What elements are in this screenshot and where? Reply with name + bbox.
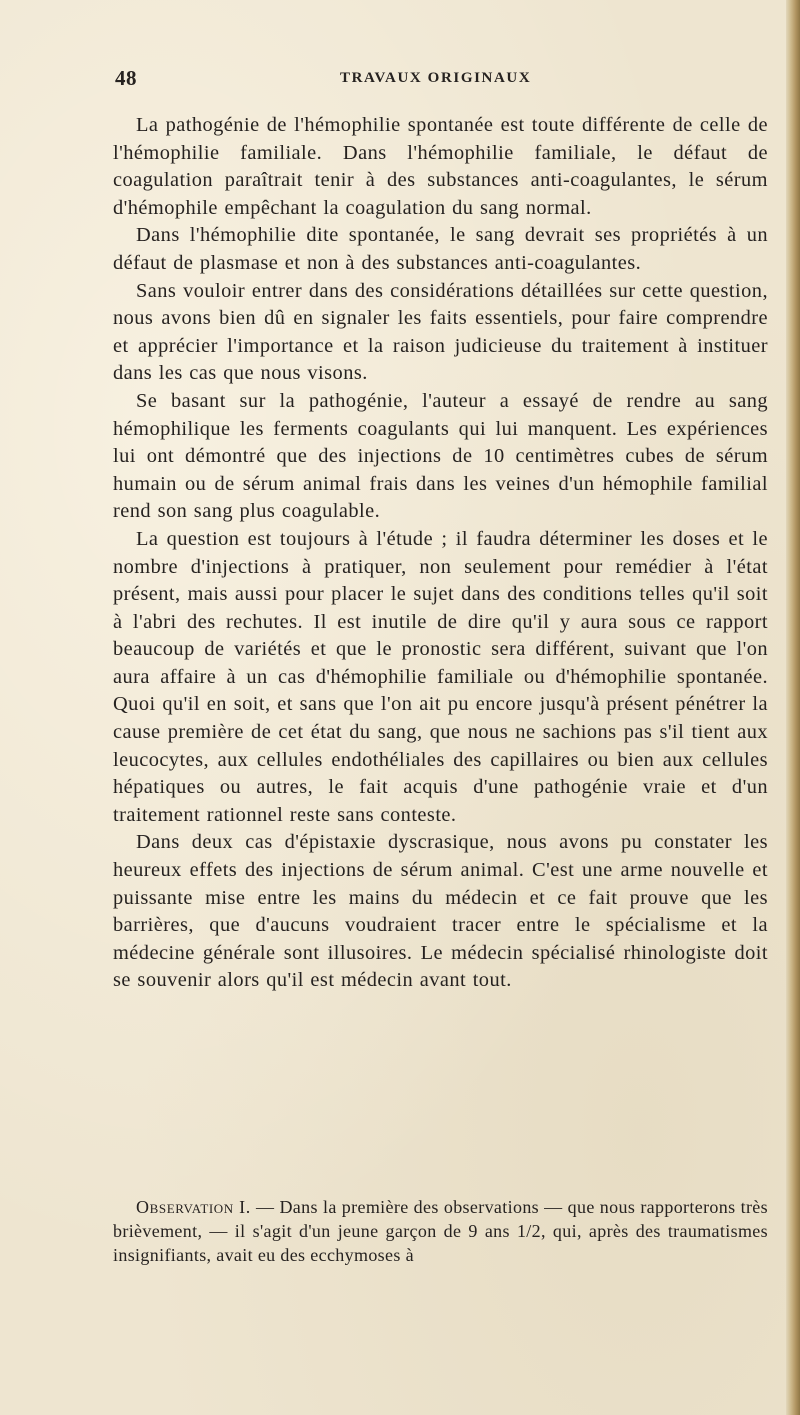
observation-block xyxy=(113,1195,768,1267)
running-title: TRAVAUX ORIGINAUX xyxy=(340,70,532,86)
paragraph: Dans l'hémophilie dite spontanée, le sang devrait ses propriétés à un défaut de plasmase et non à des substances anti-coagulantes. xyxy=(113,224,768,274)
paragraph: La question est toujours à l'étude ; il faudra déterminer les doses et le nombre d'injections à pratiquer, non seulement pour remédier à l'état présent, mais aussi pour placer le sujet dans des conditions telles qu'il soit à l'abri des rechutes. Il est inutile de dire qu'il y aura sous ce rapport beaucoup de variétés et que le pronostic sera différent, suivant que l'on aura affaire à un cas d'hémophilie familiale ou d'hémophilie spontanée. Quoi qu'il en soit, et sans que l'on ait pu encore jusqu'à présent pénétrer la cause première de cet état du sang, que nous ne sachions pas s'il tient aux leucocytes, aux cellules endothéliales des capillaires ou bien aux cellules hépatiques ou autres, le fait acquis d'une pathogénie vraie et d'un traitement rationnel reste sans conteste. xyxy=(113,527,768,826)
observation-text: — Dans la première des observations — que nous rapporterons très brièvement, — il s'agit d'un jeune garçon de 9 ans 1/2, qui, après des traumatismes insignifiants, avait eu des ecchymoses à xyxy=(113,1197,769,1265)
paragraph: Dans deux cas d'épistaxie dyscrasique, nous avons pu constater les heureux effets des injections de sérum animal. C'est une arme nouvelle et puissante mise entre les mains du médecin et ce fait prouve que les barrières, que d'aucuns voudraient tracer entre le spécialisme et la médecine générale sont illusoires. Le médecin spécialisé rhinologiste doit se souvenir alors qu'il est médecin avant tout. xyxy=(113,831,768,992)
page-edge xyxy=(786,0,800,1415)
main-text xyxy=(113,112,768,995)
observation-label: Observation I. xyxy=(136,1197,251,1217)
page-header xyxy=(115,66,767,96)
paragraph: La pathogénie de l'hémophilie spontanée est toute différente de celle de l'hémophilie familiale. Dans l'hémophilie familiale, le défaut de coagulation paraîtrait tenir à des substances anti-coagulantes, le sérum d'hémophile empêchant la coagulation du sang normal. xyxy=(113,114,768,219)
observation-paragraph xyxy=(113,1195,768,1267)
paragraph: Se basant sur la pathogénie, l'auteur a essayé de rendre au sang hémophilique les ferments coagulants qui lui manquent. Les expériences lui ont démontré que des injections de 10 centimètres cubes de sérum humain ou de sérum animal frais dans les veines d'un hémophile familial rend son sang plus coagulable. xyxy=(113,389,768,523)
page-number: 48 xyxy=(115,66,137,90)
paragraph: Sans vouloir entrer dans des considérations détaillées sur cette question, nous avons bien dû en signaler les faits essentiels, pour faire comprendre et apprécier l'importance et la raison judicieuse du traitement à instituer dans les cas que nous visons. xyxy=(113,279,768,385)
